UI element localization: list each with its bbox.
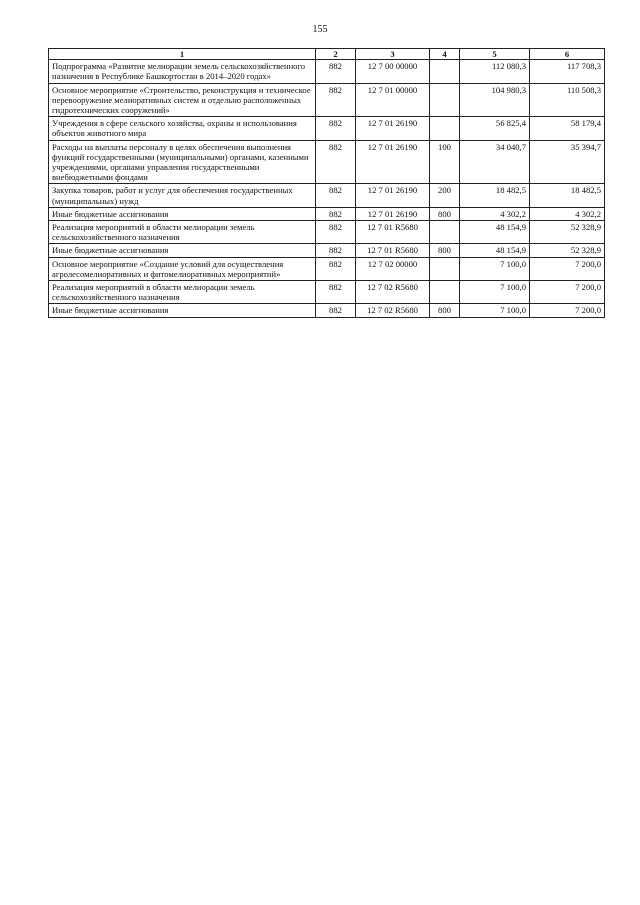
table-row xyxy=(49,281,605,304)
cell-target-article: 12 7 01 26190 xyxy=(356,140,430,184)
cell-amount-year2: 4 302,2 xyxy=(530,207,605,220)
cell-amount-year2: 117 708,3 xyxy=(530,60,605,83)
cell-admin-code: 882 xyxy=(316,281,356,304)
page-number: 155 xyxy=(312,24,328,35)
cell-amount-year1: 112 080,3 xyxy=(460,60,530,83)
cell-expense-type xyxy=(430,117,460,140)
cell-expense-type xyxy=(430,60,460,83)
table-body xyxy=(49,60,605,317)
cell-admin-code: 882 xyxy=(316,117,356,140)
cell-amount-year2: 7 200,0 xyxy=(530,281,605,304)
cell-amount-year2: 52 328,9 xyxy=(530,244,605,257)
table-row xyxy=(49,304,605,317)
cell-amount-year2: 52 328,9 xyxy=(530,221,605,244)
cell-amount-year1: 104 980,3 xyxy=(460,83,530,117)
cell-expense-type: 200 xyxy=(430,184,460,207)
cell-amount-year1: 7 100,0 xyxy=(460,257,530,280)
table-header-row xyxy=(49,49,605,60)
table-row xyxy=(49,140,605,184)
cell-name: Закупка товаров, работ и услуг для обеспечения государственных (муниципальных) нужд xyxy=(49,184,316,207)
cell-amount-year2: 35 394,7 xyxy=(530,140,605,184)
table-row xyxy=(49,83,605,117)
cell-amount-year1: 56 825,4 xyxy=(460,117,530,140)
column-header: 3 xyxy=(356,49,430,60)
cell-admin-code: 882 xyxy=(316,184,356,207)
cell-amount-year1: 7 100,0 xyxy=(460,281,530,304)
cell-admin-code: 882 xyxy=(316,83,356,117)
cell-expense-type: 100 xyxy=(430,140,460,184)
column-header: 1 xyxy=(49,49,316,60)
cell-admin-code: 882 xyxy=(316,257,356,280)
cell-admin-code: 882 xyxy=(316,221,356,244)
cell-admin-code: 882 xyxy=(316,140,356,184)
cell-name: Основное мероприятие «Строительство, реконструкция и техническое перевооружение мелиоративных систем и отдельно расположенных гидротехнических сооружений» xyxy=(49,83,316,117)
cell-target-article: 12 7 01 26190 xyxy=(356,117,430,140)
cell-expense-type xyxy=(430,257,460,280)
cell-expense-type: 800 xyxy=(430,244,460,257)
cell-target-article: 12 7 01 26190 xyxy=(356,184,430,207)
table-row xyxy=(49,257,605,280)
table-row xyxy=(49,117,605,140)
cell-name: Учреждения в сфере сельского хозяйства, охраны и использования объектов животного мира xyxy=(49,117,316,140)
cell-amount-year1: 48 154,9 xyxy=(460,244,530,257)
cell-expense-type: 800 xyxy=(430,207,460,220)
cell-target-article: 12 7 02 R5680 xyxy=(356,281,430,304)
cell-target-article: 12 7 01 00000 xyxy=(356,83,430,117)
cell-expense-type xyxy=(430,83,460,117)
budget-table xyxy=(48,48,605,318)
cell-name: Расходы на выплаты персоналу в целях обеспечения выполнения функций государственными (муниципальными) органами, казенными учреждениями, органами управления государственными внебюджетными фондами xyxy=(49,140,316,184)
cell-amount-year1: 18 482,5 xyxy=(460,184,530,207)
cell-admin-code: 882 xyxy=(316,244,356,257)
cell-amount-year2: 18 482,5 xyxy=(530,184,605,207)
cell-target-article: 12 7 02 R5680 xyxy=(356,304,430,317)
cell-name: Иные бюджетные ассигнования xyxy=(49,304,316,317)
cell-target-article: 12 7 00 00000 xyxy=(356,60,430,83)
table-row xyxy=(49,207,605,220)
column-header: 6 xyxy=(530,49,605,60)
cell-amount-year2: 7 200,0 xyxy=(530,257,605,280)
cell-amount-year2: 58 179,4 xyxy=(530,117,605,140)
cell-amount-year1: 34 040,7 xyxy=(460,140,530,184)
cell-name: Иные бюджетные ассигнования xyxy=(49,207,316,220)
cell-name: Иные бюджетные ассигнования xyxy=(49,244,316,257)
cell-admin-code: 882 xyxy=(316,304,356,317)
cell-amount-year1: 7 100,0 xyxy=(460,304,530,317)
cell-expense-type xyxy=(430,221,460,244)
cell-admin-code: 882 xyxy=(316,60,356,83)
column-header: 2 xyxy=(316,49,356,60)
cell-admin-code: 882 xyxy=(316,207,356,220)
cell-amount-year1: 4 302,2 xyxy=(460,207,530,220)
cell-target-article: 12 7 01 26190 xyxy=(356,207,430,220)
cell-name: Основное мероприятие «Создание условий для осуществления агролесомелиоративных и фитомелиоративных мероприятий» xyxy=(49,257,316,280)
cell-name: Подпрограмма «Развитие мелиорации земель сельскохозяйственного назначения в Республике Башкортостан в 2014–2020 годах» xyxy=(49,60,316,83)
table-row xyxy=(49,221,605,244)
cell-target-article: 12 7 01 R5680 xyxy=(356,221,430,244)
column-header: 4 xyxy=(430,49,460,60)
cell-amount-year2: 7 200,0 xyxy=(530,304,605,317)
cell-expense-type xyxy=(430,281,460,304)
cell-amount-year2: 110 508,3 xyxy=(530,83,605,117)
cell-name: Реализация мероприятий в области мелиорации земель сельскохозяйственного назначения xyxy=(49,221,316,244)
cell-expense-type: 800 xyxy=(430,304,460,317)
cell-target-article: 12 7 02 00000 xyxy=(356,257,430,280)
table-row xyxy=(49,184,605,207)
cell-amount-year1: 48 154,9 xyxy=(460,221,530,244)
table-row xyxy=(49,244,605,257)
cell-name: Реализация мероприятий в области мелиорации земель сельскохозяйственного назначения xyxy=(49,281,316,304)
cell-target-article: 12 7 01 R5680 xyxy=(356,244,430,257)
table-row xyxy=(49,60,605,83)
column-header: 5 xyxy=(460,49,530,60)
